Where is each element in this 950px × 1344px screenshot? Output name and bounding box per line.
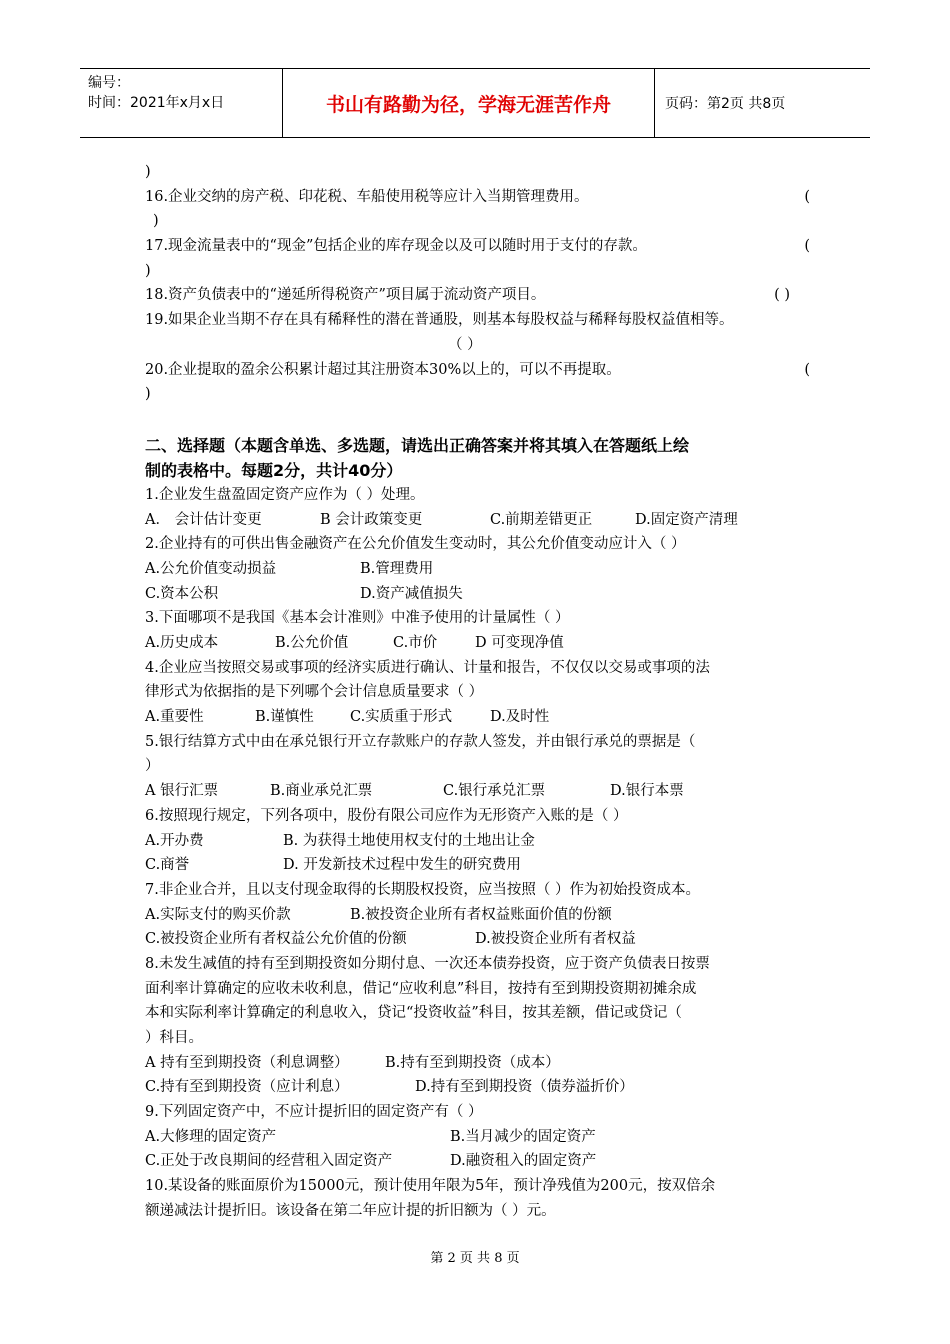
question-text: 6.按照现行规定，下列各项中，股份有限公司应作为无形资产入账的是（ ） bbox=[145, 807, 628, 824]
option-row bbox=[145, 853, 810, 878]
page-footer: 第 2 页 共 8 页 bbox=[430, 1251, 520, 1266]
question-text: 3.下面哪项不是我国《基本会计准则》中准予使用的计量属性（ ） bbox=[145, 610, 570, 627]
answer-option: A． 会计估计变更 bbox=[145, 511, 262, 528]
answer-option: D.银行本票 bbox=[610, 783, 684, 800]
answer-option: D.资产减值损失 bbox=[360, 585, 463, 602]
option-row bbox=[145, 1051, 810, 1076]
option-row bbox=[145, 829, 810, 854]
question-text: 1.企业发生盘盈固定资产应作为（ ）处理。 bbox=[145, 486, 425, 503]
answer-option: B.当月减少的固定资产 bbox=[450, 1128, 596, 1145]
answer-option: D. 开发新技术过程中发生的研究费用 bbox=[283, 857, 521, 874]
question-text: 本和实际利率计算确定的利息收入，贷记“投资收益”科目，按其差额，借记或贷记（ bbox=[145, 1005, 682, 1022]
answer-option: D.持有至到期投资（债券溢折价） bbox=[415, 1079, 634, 1096]
answer-option: A.开办费 bbox=[145, 832, 204, 849]
option-row bbox=[145, 631, 810, 656]
answer-paren: ( ) bbox=[774, 287, 790, 304]
answer-option: D.被投资企业所有者权益 bbox=[475, 931, 636, 948]
answer-option: B.持有至到期投资（成本） bbox=[385, 1054, 560, 1071]
answer-option: D.及时性 bbox=[490, 709, 550, 726]
answer-option: A.历史成本 bbox=[145, 635, 219, 651]
question-list bbox=[145, 483, 810, 1224]
answer-option: C.实质重于形式 bbox=[350, 709, 453, 726]
answer-paren: （ ） bbox=[448, 336, 482, 353]
answer-paren: ( bbox=[804, 238, 810, 255]
answer-option: D 可变现净值 bbox=[475, 635, 564, 651]
question-text: 5.银行结算方式中由在承兑银行开立存款账户的存款人签发，并由银行承兑的票据是（ bbox=[145, 733, 696, 750]
answer-option: B.公允价值 bbox=[275, 635, 349, 651]
answer-option: B.被投资企业所有者权益账面价值的份额 bbox=[350, 906, 612, 923]
answer-option: D.固定资产清理 bbox=[635, 511, 738, 528]
date-label: 时间：2021年x月x日 bbox=[88, 95, 225, 111]
option-row bbox=[145, 557, 810, 582]
answer-option: A.公允价值变动损益 bbox=[145, 560, 277, 577]
answer-option: C.前期差错更正 bbox=[490, 511, 593, 528]
question-text: 10.某设备的账面原价为15000元，预计使用年限为5年，预计净残值为200元，按双倍余 bbox=[145, 1178, 716, 1195]
answer-option: C.资本公积 bbox=[145, 585, 219, 602]
answer-paren: ( bbox=[804, 188, 810, 205]
text-line: ) bbox=[145, 262, 151, 279]
page-header bbox=[80, 68, 870, 138]
question-20: 20.企业提取的盈余公积累计超过其注册资本30%以上的，可以不再提取。 ( bbox=[145, 358, 810, 383]
answer-option: C.被投资企业所有者权益公允价值的份额 bbox=[145, 931, 407, 948]
answer-option: A 持有至到期投资（利息调整） bbox=[145, 1054, 349, 1071]
question-text: 面利率计算确定的应收未收利息，借记“应收利息”科目，按持有至到期投资期初摊余成 bbox=[145, 980, 697, 997]
answer-option: C.正处于改良期间的经营租入固定资产 bbox=[145, 1153, 393, 1170]
question-17: 17.现金流量表中的“现金”包括企业的库存现金以及可以随时用于支付的存款。 ( bbox=[145, 234, 810, 259]
answer-option: C.市价 bbox=[393, 635, 438, 651]
question-19: 19.如果企业当期不存在具有稀释性的潜在普通股，则基本每股权益与稀释每股权益值相等。 bbox=[145, 312, 734, 329]
question-text: 9.下列固定资产中，不应计提折旧的固定资产有（ ） bbox=[145, 1104, 483, 1121]
answer-option: C.持有至到期投资（应计利息） bbox=[145, 1079, 349, 1096]
question-text: 律形式为依据指的是下列哪个会计信息质量要求（ ） bbox=[145, 684, 484, 701]
question-text: ） bbox=[145, 758, 160, 775]
answer-option: A 银行汇票 bbox=[145, 783, 219, 800]
answer-option: A.重要性 bbox=[145, 709, 204, 726]
question-text: 4.企业应当按照交易或事项的经济实质进行确认、计量和报告，不仅仅以交易或事项的法 bbox=[145, 659, 710, 676]
number-label: 编号： bbox=[88, 75, 130, 91]
answer-option: B.谨慎性 bbox=[255, 709, 314, 726]
answer-option: A.实际支付的购买价款 bbox=[145, 906, 291, 923]
question-text: 2.企业持有的可供出售金融资产在公允价值发生变动时，其公允价值变动应计入（ ） bbox=[145, 536, 686, 553]
answer-option: C.商誉 bbox=[145, 857, 190, 874]
text-line: ) bbox=[153, 213, 159, 230]
question-text: ）科目。 bbox=[145, 1030, 203, 1046]
answer-option: B. 为获得土地使用权支付的土地出让金 bbox=[283, 832, 535, 849]
answer-option: B 会计政策变更 bbox=[320, 511, 423, 528]
answer-paren: ( bbox=[804, 361, 810, 378]
option-row bbox=[145, 927, 810, 952]
option-row bbox=[145, 582, 810, 607]
option-row bbox=[145, 779, 810, 804]
question-text: 额递减法计提折旧。该设备在第二年应计提的折旧额为（ ）元。 bbox=[145, 1202, 556, 1219]
question-18: 18.资产负债表中的“递延所得税资产”项目属于流动资产项目。 ( ) bbox=[145, 283, 810, 308]
question-text: 7.非企业合并，且以支付现金取得的长期股权投资，应当按照（ ）作为初始投资成本。 bbox=[145, 881, 700, 898]
header-meta bbox=[80, 69, 283, 137]
text-line: ) bbox=[145, 164, 151, 180]
header-motto: 书山有路勤为径，学海无涯苦作舟 bbox=[283, 69, 655, 137]
answer-option: B.管理费用 bbox=[360, 560, 434, 577]
page-indicator: 页码：第2页 共8页 bbox=[665, 96, 786, 112]
option-row bbox=[145, 705, 810, 730]
option-row bbox=[145, 1075, 810, 1100]
option-row bbox=[145, 1149, 810, 1174]
section-title: 制的表格中。每题2分，共计40分） bbox=[145, 460, 403, 480]
question-text: 8.未发生减值的持有至到期投资如分期付息、一次还本债券投资，应于资产负债表日按票 bbox=[145, 955, 710, 972]
answer-option: C.银行承兑汇票 bbox=[443, 783, 546, 800]
question-16: 16.企业交纳的房产税、印花税、车船使用税等应计入当期管理费用。 ( bbox=[145, 185, 810, 210]
option-row bbox=[145, 903, 810, 928]
answer-option: D.融资租入的固定资产 bbox=[450, 1153, 597, 1170]
section-title: 二、选择题（本题含单选、多选题，请选出正确答案并将其填入在答题纸上绘 bbox=[145, 435, 690, 455]
answer-option: B.商业承兑汇票 bbox=[270, 783, 373, 800]
option-row bbox=[145, 1125, 810, 1150]
document-body bbox=[145, 160, 810, 1224]
answer-option: A.大修理的固定资产 bbox=[145, 1128, 277, 1145]
option-row bbox=[145, 508, 810, 533]
text-line: ) bbox=[145, 386, 151, 403]
